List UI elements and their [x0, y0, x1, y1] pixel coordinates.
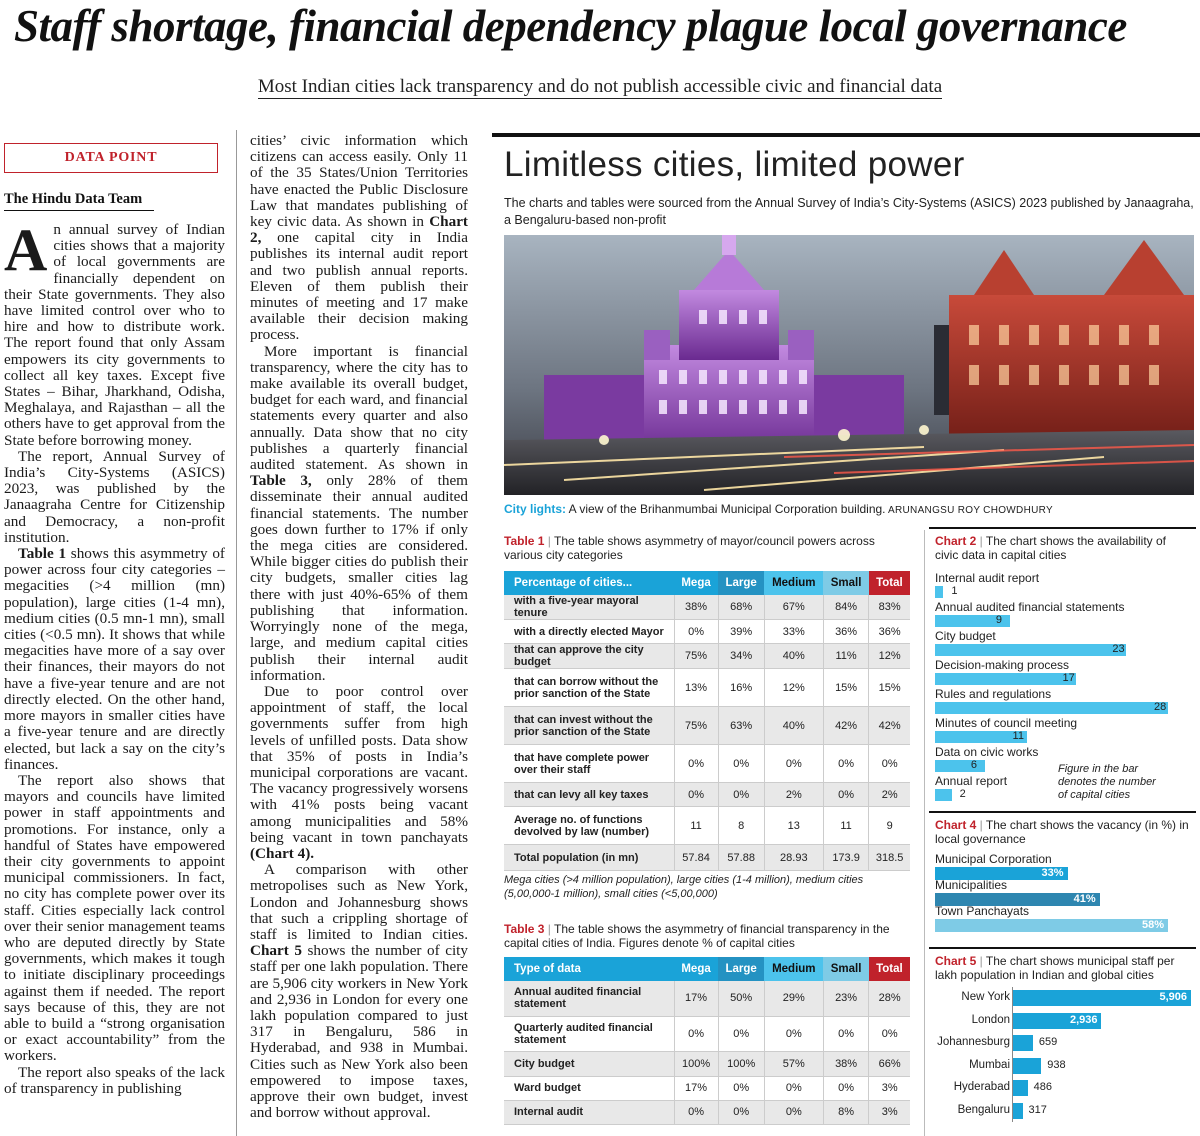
table1-heading: Table 1 | The table shows asymmetry of mayor/council powers across various city categories — [504, 534, 875, 562]
row-label: Average no. of functions devolved by law (number) — [504, 807, 674, 845]
row-label: that can invest without the prior sanction of the State — [504, 707, 674, 745]
photo-credit: ARUNANGSU ROY CHOWDHURY — [885, 505, 1053, 516]
chart5-label: Chart 5 — [935, 954, 977, 968]
table-row — [504, 1051, 910, 1076]
chart2-label: Chart 2 — [935, 534, 977, 548]
chart5-reference: Chart 5 — [250, 942, 302, 960]
paragraph-text: shows the number of city staff per one lakh population. There are 5,906 city workers in New York and 2,936 in London for every one lakh population compared to just 317 in Bengaluru, 586 in Hyderabad, and 938 in Mumbai. Cities such as New York also been empowered to impose taxes, approve their own budget, invest and borrow without approval. — [250, 942, 468, 1122]
caption-lead: City lights: — [504, 502, 566, 516]
chart2-category-label: Data on civic works — [935, 745, 1039, 759]
data-point-label: DATA POINT — [4, 143, 218, 173]
table-cell: 0% — [718, 783, 764, 807]
table-cell: 11 — [674, 807, 718, 845]
table-cell: 57.84 — [674, 845, 718, 871]
article-paragraph-4: The report also shows that mayors and councils have limited power in staff appointments and promotions. For instance, only a handful of States have empowered their city governments to appoint municipal commissioners. In fact, no city has complete power over its staff. Cities especially lack control over their senior management teams who are deputed directly by State governments, which makes it tough to initiate disciplinary proceedings against them if needed. The report says because of this, they are not able to build a “strong organisation or exact accountability” from the workers. — [4, 771, 225, 1065]
chart4-category-label: Municipalities — [935, 878, 1008, 892]
table3-heading: Table 3 | The table shows the asymmetry of financial transparency in the capital cities of India. Figures denote % of capital cities — [504, 922, 890, 950]
table-cell: 11% — [823, 644, 868, 669]
table-cell: 0% — [764, 1076, 823, 1100]
table-cell: 12% — [869, 644, 910, 669]
panel-top-rule — [492, 133, 1200, 137]
table-cell: 11 — [823, 807, 868, 845]
table-cell: 0% — [869, 745, 910, 783]
table-row — [504, 981, 910, 1016]
chart2-category-label: City budget — [935, 629, 996, 643]
paragraph-text: shows this asymmetry of power across four city categories – megacities (>4 million (mn) population), large cities (1-4 mn), medium cities (0.5 mn-1 mn), small cities (<0.5 mn). It shows that while megacities have more of a say over their finances, their mayors do not have a five-year tenure and are not directly elected. On the other hand, more mayors in smaller cities have a five-year tenure and are directly elected, but lack a say on the city’s finances. — [4, 545, 225, 773]
table1-footnote: Mega cities (>4 million population), large cities (1-4 million), medium cities (5,00,000-1 million), small cities (<5,00,000) — [504, 874, 864, 900]
chart5-value-label: 317 — [1028, 1103, 1047, 1116]
chart2-value-label: 28 — [1154, 701, 1167, 713]
chart2-value-label: 2 — [959, 788, 966, 800]
paragraph-text: n annual survey of Indian cities shows that a majority of local governments are financially dependent on their State governments. They also have limited control over who to hire and how to distribute work. The report found that only Assam empowers its city governments to collect all key taxes. Except five States – Bihar, Jharkhand, Odisha, Meghalaya, and Rajasthan – all the others have to get approval from the State before borrowing money. — [4, 221, 225, 449]
table-cell: 34% — [718, 644, 764, 669]
chart2-bar — [935, 673, 1076, 685]
row-label: Ward budget — [504, 1076, 674, 1100]
article-paragraph-3 — [4, 546, 225, 773]
chart5-value-label: 938 — [1047, 1058, 1066, 1071]
table-cell: 0% — [674, 1016, 718, 1051]
table-cell: 0% — [869, 1016, 910, 1051]
chart5-category-label: Bengaluru — [957, 1103, 1010, 1116]
table1-header: Total — [869, 571, 910, 595]
table1-reference: Table 1 — [18, 545, 67, 563]
row-label: that have complete power over their staff — [504, 745, 674, 783]
table3-reference: Table 3, — [250, 472, 312, 490]
table-row — [504, 1076, 910, 1100]
table-cell: 8% — [823, 1100, 868, 1124]
table-cell: 28% — [869, 981, 910, 1016]
chart2-bar — [935, 702, 1168, 714]
table3-header: Medium — [764, 957, 823, 981]
table-cell: 17% — [674, 1076, 718, 1100]
row-label: Quarterly audited financial statement — [504, 1016, 674, 1051]
table-cell: 0% — [823, 1016, 868, 1051]
table-cell: 0% — [823, 783, 868, 807]
chart5-category-label: London — [971, 1013, 1010, 1026]
paragraph-text: cities’ civic information which citizens can access easily. Only 11 of the 35 States/Union Territories have enacted the Public Disclosure Law that mandates publishing of key civic data. As shown in — [250, 132, 468, 231]
chart4-category-label: Town Panchayats — [935, 904, 1030, 918]
table-cell: 36% — [869, 620, 910, 644]
table-cell: 23% — [823, 981, 868, 1016]
chart2-category-label: Internal audit report — [935, 571, 1040, 585]
paragraph-text: Due to poor control over appointment of staff, the local governments suffer from high levels of unfilled posts. Data show that 35% of posts in India’s municipal corporations are vacant. The vacancy progressively worsens with 41% posts being vacant among municipalities and 58% being vacant in town panchayats — [250, 682, 468, 846]
table-cell: 0% — [674, 783, 718, 807]
chart2-value-label: 23 — [1112, 643, 1125, 655]
row-label: that can levy all key taxes — [504, 783, 674, 807]
row-label: with a directly elected Mayor — [504, 620, 674, 644]
caption-text: A view of the Brihanmumbai Municipal Corporation building. — [566, 502, 886, 516]
table1-header: Medium — [764, 571, 823, 595]
article-paragraph-1 — [4, 217, 225, 449]
table-cell: 40% — [764, 644, 823, 669]
table-cell: 75% — [674, 644, 718, 669]
table-cell: 57.88 — [718, 845, 764, 871]
table-cell: 8 — [718, 807, 764, 845]
table-cell: 0% — [674, 620, 718, 644]
subhead-text: Most Indian cities lack transparency and do not publish accessible civic and financial data — [257, 76, 943, 97]
table-cell: 84% — [823, 595, 868, 620]
chart5-category-label: Hyderabad — [953, 1081, 1010, 1093]
row-label: with a five-year mayoral tenure — [504, 595, 674, 620]
photo-caption — [504, 502, 1053, 516]
table-cell: 75% — [674, 707, 718, 745]
paragraph-text: one capital city in India publishes its internal audit report and two publish annual reports. Eleven of them publish their minutes of meeting and 17 make available their decision making process. — [250, 229, 468, 344]
table3-header: Type of data — [504, 957, 674, 981]
city-lights-photo — [504, 235, 1194, 495]
chart2-bar — [935, 760, 985, 772]
table-cell: 57% — [764, 1051, 823, 1076]
chart5-value-label: 659 — [1038, 1036, 1058, 1048]
table-row — [504, 1016, 910, 1051]
table-row — [504, 845, 910, 871]
chart4-reference: (Chart 4). — [250, 844, 315, 862]
chart2-value-label: 1 — [951, 585, 958, 597]
chart2-category-label: Decision-making process — [935, 658, 1070, 672]
table3-header: Mega — [674, 957, 718, 981]
table-cell: 42% — [823, 707, 868, 745]
chart2-category-label: Rules and regulations — [935, 687, 1052, 701]
row-label: that can approve the city budget — [504, 644, 674, 669]
chart4-label: Chart 4 — [935, 818, 977, 832]
chart2-reference: Chart 2, — [250, 213, 468, 247]
chart4-category-label: Municipal Corporation — [935, 852, 1052, 866]
chart2-category-label: Minutes of council meeting — [935, 716, 1078, 730]
column-divider — [236, 130, 237, 1136]
chart4-bar: 33% — [935, 867, 1068, 880]
table-cell: 0% — [718, 1016, 764, 1051]
chart2-category-label: Annual report — [935, 774, 1008, 788]
table1-label: Table 1 — [504, 534, 545, 548]
row-label: Total population (in mn) — [504, 845, 674, 871]
chart4-top-rule — [929, 811, 1196, 813]
paragraph-text: More important is financial transparency, where the city has to make available its overall budget, budget for each ward, and financial statements every quarter and also annually. Data show that no city publishes a quarterly financial audited statement. As shown in — [250, 342, 468, 474]
table-cell: 33% — [764, 620, 823, 644]
article-paragraph-7 — [250, 344, 468, 684]
table-cell: 173.9 — [823, 845, 868, 871]
paragraph-text: A comparison with other metropolises such as New York, London and Johannesburg shows that such a crippling shortage of staff is limited to Indian cities. — [250, 861, 468, 943]
table-cell: 9 — [869, 807, 910, 845]
table-row — [504, 644, 910, 669]
table-row — [504, 620, 910, 644]
row-label: Internal audit — [504, 1100, 674, 1124]
article-column-1 — [4, 217, 225, 1097]
chart2-heading: Chart 2 | The chart shows the availability of civic data in capital cities — [935, 534, 1167, 562]
table-cell: 0% — [823, 745, 868, 783]
chart5-title: The chart shows municipal staff per lakh population in Indian and global cities — [935, 954, 1175, 982]
article-paragraph-2: The report, Annual Survey of India’s City-Systems (ASICS) 2023, was published by the Janaagraha Centre for Citizenship and Democracy, a non-profit institution. — [4, 447, 225, 546]
chart5-bar — [1013, 1080, 1028, 1096]
table-cell: 100% — [718, 1051, 764, 1076]
table-cell: 13% — [674, 669, 718, 707]
table-cell: 29% — [764, 981, 823, 1016]
table-cell: 38% — [674, 595, 718, 620]
table-row — [504, 745, 910, 783]
table-cell: 3% — [869, 1076, 910, 1100]
row-label: that can borrow without the prior sanction of the State — [504, 669, 674, 707]
chart5-heading: Chart 5 | The chart shows municipal staff per lakh population in Indian and global cities — [935, 954, 1175, 982]
table-cell: 0% — [718, 1076, 764, 1100]
bmc-building-illustration — [504, 235, 1194, 495]
chart5-category-label: Mumbai — [969, 1058, 1010, 1071]
chart2-value-label: 11 — [1012, 730, 1024, 742]
table3-header: Large — [718, 957, 764, 981]
table3-header-row — [504, 957, 910, 981]
table1-header: Small — [823, 571, 868, 595]
table-cell: 28.93 — [764, 845, 823, 871]
paragraph-text: only 28% of them disseminate their annual audited financial statements. The number goes down further to 17% if only the mega cities are considered. While bigger cities do publish their city budgets, smaller cities lag there with just 40%-65% of them publishing that information. Worryingly none of the mega, large, and medium capital cities publish their internal audit information. — [250, 472, 468, 684]
table1-header-row — [504, 571, 910, 595]
byline: The Hindu Data Team — [4, 191, 154, 211]
chart2-bar — [935, 644, 1126, 656]
table-cell: 0% — [674, 745, 718, 783]
chart5-value-label: 486 — [1033, 1081, 1052, 1093]
chart2-value-label: 6 — [970, 759, 978, 771]
table3-header: Total — [869, 957, 910, 981]
table-cell: 40% — [764, 707, 823, 745]
table-row — [504, 1100, 910, 1124]
table-cell: 17% — [674, 981, 718, 1016]
table-cell: 0% — [823, 1076, 868, 1100]
chart4-title: The chart shows the vacancy (in %) in local governance — [935, 818, 1189, 846]
table-row — [504, 807, 910, 845]
subhead — [0, 76, 1200, 98]
table1-header: Percentage of cities... — [504, 571, 674, 595]
table-cell: 3% — [869, 1100, 910, 1124]
chart2-value-label: 9 — [995, 614, 1003, 626]
chart2-category-label: Annual audited financial statements — [935, 600, 1125, 614]
table-cell: 12% — [764, 669, 823, 707]
table-cell: 100% — [674, 1051, 718, 1076]
chart5-bar — [1013, 1058, 1041, 1074]
table-cell: 0% — [764, 1016, 823, 1051]
table-cell: 16% — [718, 669, 764, 707]
table-cell: 318.5 — [869, 845, 910, 871]
panel-description: The charts and tables were sourced from the Annual Survey of India’s City-Systems (ASICS) 2023 published by Janaagraha, a Bengaluru-based non-profit — [504, 196, 1194, 227]
table1-title: The table shows asymmetry of mayor/council powers across various city categories — [504, 534, 875, 562]
table-row — [504, 707, 910, 745]
table3-label: Table 3 — [504, 922, 545, 936]
chart2-bar — [935, 789, 952, 801]
headline: Staff shortage, financial dependency plague local governance — [14, 1, 1127, 51]
table1 — [504, 571, 910, 871]
table-cell: 0% — [764, 1100, 823, 1124]
chart5-category-label: Johannesburg — [937, 1036, 1010, 1048]
table-cell: 0% — [718, 1100, 764, 1124]
chart2-title: The chart shows the availability of civic data in capital cities — [935, 534, 1167, 562]
table1-header: Large — [718, 571, 764, 595]
article-column-2 — [250, 133, 468, 1121]
chart5-bar — [1013, 1103, 1023, 1119]
chart5-bar — [1013, 1035, 1033, 1051]
row-label: Annual audited financial statement — [504, 981, 674, 1016]
article-paragraph-8 — [250, 684, 468, 862]
table3-header: Small — [823, 957, 868, 981]
article-paragraph-9 — [250, 862, 468, 1121]
chart2-bar — [935, 586, 943, 598]
table-cell: 42% — [869, 707, 910, 745]
table-cell: 2% — [869, 783, 910, 807]
table-cell: 36% — [823, 620, 868, 644]
chart2-note: Figure in the bar denotes the number of capital cities — [1058, 763, 1156, 801]
table-cell: 0% — [764, 745, 823, 783]
table-cell: 68% — [718, 595, 764, 620]
chart5-top-rule — [929, 947, 1196, 949]
table-cell: 13 — [764, 807, 823, 845]
chart5-value-label: 5,906 — [1159, 991, 1187, 1003]
row-label: City budget — [504, 1051, 674, 1076]
table-row — [504, 595, 910, 620]
chart4-heading: Chart 4 | The chart shows the vacancy (in %) in local governance — [935, 818, 1189, 846]
table3 — [504, 957, 910, 1125]
table-cell: 15% — [823, 669, 868, 707]
table-cell: 67% — [764, 595, 823, 620]
chart2-value-label: 17 — [1062, 672, 1075, 684]
table-cell: 83% — [869, 595, 910, 620]
panel-title: Limitless cities, limited power — [504, 145, 965, 184]
table-cell: 0% — [718, 745, 764, 783]
table-cell: 38% — [823, 1051, 868, 1076]
chart2-top-rule — [929, 527, 1196, 529]
table-cell: 2% — [764, 783, 823, 807]
table-cell: 50% — [718, 981, 764, 1016]
table1-header: Mega — [674, 571, 718, 595]
table3-title: The table shows the asymmetry of financial transparency in the capital cities of India. Figures denote % of capital cities — [504, 922, 890, 950]
table-cell: 66% — [869, 1051, 910, 1076]
table-cell: 63% — [718, 707, 764, 745]
table-row — [504, 783, 910, 807]
chart5-category-label: New York — [961, 991, 1010, 1003]
chart4-bar: 58% — [935, 919, 1168, 932]
table-cell: 15% — [869, 669, 910, 707]
article-paragraph-5: The report also speaks of the lack of transparency in publishing — [4, 1063, 225, 1097]
drop-cap: A — [4, 217, 48, 283]
table-row — [504, 669, 910, 707]
article-paragraph-6 — [250, 133, 468, 344]
table-cell: 0% — [674, 1100, 718, 1124]
table-cell: 39% — [718, 620, 764, 644]
chart4-bar: 41% — [935, 893, 1100, 906]
chart5-value-label: 2,936 — [1069, 1013, 1098, 1026]
